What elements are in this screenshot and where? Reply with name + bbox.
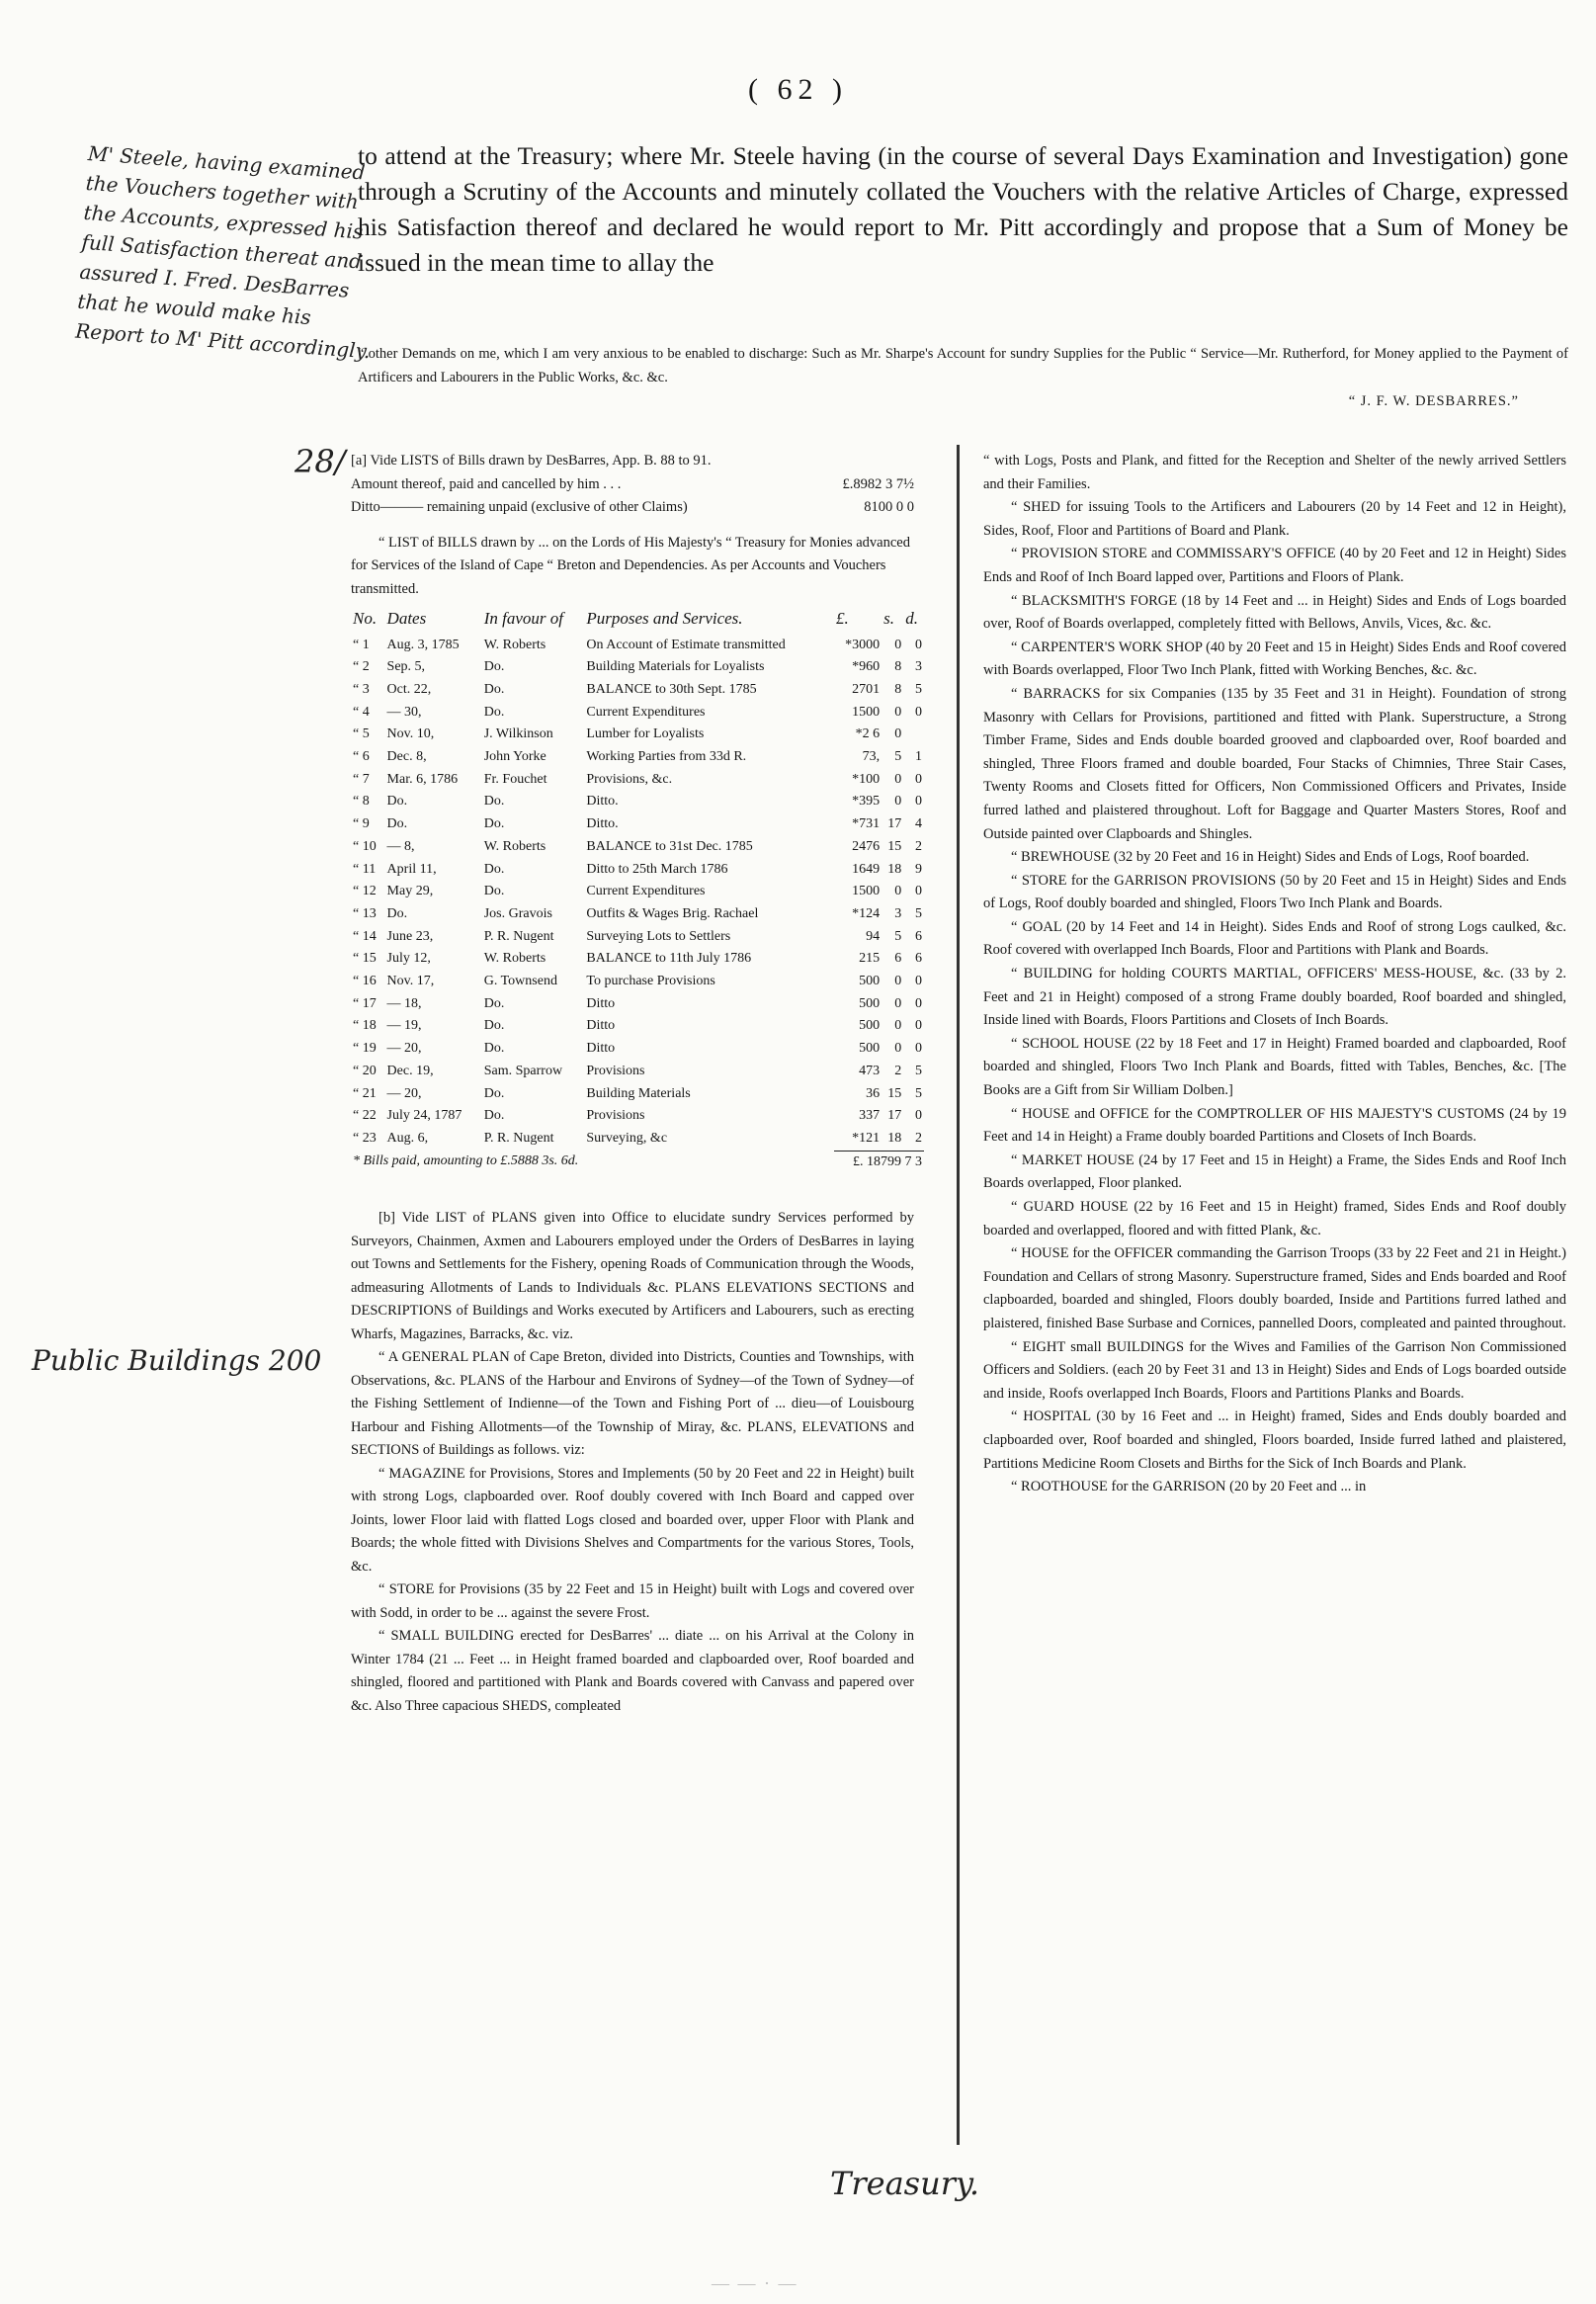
bill-date: Nov. 17, (386, 974, 435, 989)
bill-payee: W. Roberts (483, 951, 546, 967)
building-description: “ HOUSE and OFFICE for the COMPTROLLER OF HIS MAJESTY'S CUSTOMS (24 by 19 Feet and 14 in Height) a Frame doubly boarded Partitions and Closets of Inch Boards. (983, 1105, 1566, 1146)
bill-pence: 0 (915, 884, 922, 899)
bill-pounds: 473 (859, 1063, 881, 1078)
bill-payee: Do. (483, 861, 505, 877)
bill-date: — 20, (386, 1041, 422, 1057)
bill-date: April 11, (386, 861, 437, 877)
bill-pounds: 1649 (852, 861, 881, 877)
bill-row (351, 903, 924, 926)
bills-paid-footnote: * Bills paid, amounting to £.5888 3s. 6d. (353, 1153, 579, 1169)
bill-payee: J. Wilkinson (483, 726, 553, 742)
bill-date: Do. (386, 794, 408, 810)
bill-row (351, 746, 924, 769)
quote-continuation (358, 342, 1568, 413)
bill-pounds: 1500 (852, 884, 881, 899)
bill-pence: 5 (915, 905, 922, 921)
bill-row (351, 948, 924, 971)
bill-no: “ 8 (353, 794, 370, 810)
quote-text: “ other Demands on me, which I am very anxious to be enabled to discharge: Such as Mr. Sharpe's Account for sundry Supplies for the Public “ Service—Mr. Rutherford, for Money applied to the Payment of Artificers and Labourers in the Public Works, &c. &c. (358, 346, 1568, 385)
bill-payee: Do. (483, 1085, 505, 1101)
bill-payee: P. R. Nugent (483, 1130, 554, 1146)
bill-no: “ 14 (353, 928, 377, 944)
bill-payee: Do. (483, 681, 505, 697)
building-description: “ STORE for the GARRISON PROVISIONS (50 by 20 Feet and 15 in Height) Sides and Ends of Logs, Roof doubly boarded and shingled, Floors Two Inch Plank and Boards. (983, 872, 1566, 912)
bill-purpose: Current Expenditures (586, 884, 706, 899)
bill-purpose: Working Parties from 33d R. (586, 749, 747, 765)
bill-no: “ 3 (353, 681, 370, 697)
bill-purpose: BALANCE to 31st Dec. 1785 (586, 838, 753, 854)
intro-paragraph: to attend at the Treasury; where Mr. Steele having (in the course of several Days Examination and Investigation) gone through a Scrutiny of the Accounts and minutely collated the Vouchers with the relative Articles of Charge, expressed his Satisfaction thereof and declared he would report to Mr. Pitt accordingly and propose that a Sum of Money be issued in the mean time to allay the (358, 141, 1568, 277)
bill-no: “ 16 (353, 974, 377, 989)
building-description: “ PROVISION STORE and COMMISSARY'S OFFICE (40 by 20 Feet and 12 in Height) Sides Ends and Roof of Inch Board lapped over, Partitions and Floors of Plank. (983, 546, 1566, 585)
bill-no: “ 21 (353, 1085, 377, 1101)
bill-shillings: 3 (894, 905, 902, 921)
bill-date: June 23, (386, 928, 434, 944)
bill-pence: 1 (915, 749, 922, 765)
bill-no: “ 20 (353, 1063, 377, 1078)
bill-purpose: Current Expenditures (586, 704, 706, 720)
bill-pence: 0 (915, 771, 922, 787)
bill-purpose: BALANCE to 30th Sept. 1785 (586, 681, 757, 697)
bill-no: “ 18 (353, 1018, 377, 1034)
bill-pence: 2 (915, 838, 922, 854)
bill-date: Mar. 6, 1786 (386, 771, 459, 787)
bill-date: May 29, (386, 884, 434, 899)
bill-pence: 0 (915, 794, 922, 810)
bill-pounds: *3000 (845, 637, 881, 652)
bill-no: “ 2 (353, 659, 370, 675)
bill-pounds: 500 (859, 1018, 881, 1034)
header-pence: d. (905, 609, 919, 628)
bill-pence: 0 (915, 995, 922, 1011)
bill-pounds: *124 (852, 905, 881, 921)
bill-pounds: 500 (859, 1041, 881, 1057)
bill-row (351, 791, 924, 813)
bill-payee: Do. (483, 794, 505, 810)
header-purposes: Purposes and Services. (586, 609, 743, 628)
bill-no: “ 7 (353, 771, 370, 787)
bill-row (351, 1083, 924, 1106)
bill-date: Aug. 6, (386, 1130, 429, 1146)
bill-payee: Fr. Fouchet (483, 771, 547, 787)
bill-date: — 19, (386, 1018, 422, 1034)
bill-pounds: *395 (852, 794, 881, 810)
bill-shillings: 15 (887, 838, 902, 854)
bill-purpose: Lumber for Loyalists (586, 726, 705, 742)
bill-pence: 9 (915, 861, 922, 877)
bill-no: “ 1 (353, 637, 370, 652)
header-pounds: £. (835, 609, 849, 628)
bill-pounds: 1500 (852, 704, 881, 720)
building-description: “ MARKET HOUSE (24 by 17 Feet and 15 in Height) a Frame, the Sides Ends and Roof Inch Boards overlapped, Floor planked. (983, 1152, 1566, 1192)
bill-date: Aug. 3, 1785 (386, 637, 460, 652)
building-description: “ GUARD HOUSE (22 by 16 Feet and 15 in Height) framed, Sides Ends and Roof doubly boarded and overlapped, floored and with fitted Plank, &c. (983, 1199, 1566, 1238)
bill-row (351, 881, 924, 903)
bill-pounds: 36 (866, 1085, 881, 1101)
bill-payee: Do. (483, 659, 505, 675)
building-description: “ HOUSE for the OFFICER commanding the Garrison Troops (33 by 22 Feet and 21 in Height.) Foundation and Cellars of strong Masonry. Superstructure framed, Sides and Ends boarded and Roof clapboarded, boarded and shingled, Floors doubly boarded, Inside and Partitions furred lathed and plaistered, finished Base Surbase and Cornices, pannelled Doors, compleated and painted throughout. (983, 1245, 1566, 1331)
bill-pence: 3 (915, 659, 922, 675)
bill-date: — 8, (386, 838, 415, 854)
bill-row (351, 769, 924, 792)
bill-shillings: 0 (894, 1041, 902, 1057)
bill-row (351, 971, 924, 993)
bill-purpose: Ditto (586, 1041, 616, 1057)
bill-shillings: 2 (894, 1063, 902, 1078)
bill-shillings: 0 (894, 794, 902, 810)
building-description: “ CARPENTER'S WORK SHOP (40 by 20 Feet and 15 in Height) Sides Ends and Roof covered with Boards overlapped, Floor Two Inch Plank, fitted with Working Benches, &c. &c. (983, 639, 1566, 679)
bill-purpose: Provisions (586, 1063, 645, 1078)
header-in-favour-of: In favour of (483, 609, 564, 628)
note-a-amount-paid (351, 473, 914, 497)
bill-payee: Jos. Gravois (483, 905, 552, 921)
bill-pence: 0 (915, 637, 922, 652)
bill-payee: Do. (483, 816, 505, 832)
bill-row (351, 724, 924, 746)
bill-shillings: 8 (894, 659, 902, 675)
bill-pence: 0 (915, 1018, 922, 1034)
bill-payee: G. Townsend (483, 974, 557, 989)
bill-pence: 5 (915, 1063, 922, 1078)
bill-pence: 6 (915, 928, 922, 944)
bills-list-intro: “ LIST of BILLS drawn by ... on the Lords of His Majesty's “ Treasury for Monies advanced for Services of the Island of Cape “ Breton and Dependencies. As per Accounts and Vouchers transmitted. (351, 534, 910, 597)
bill-pounds: *960 (852, 659, 881, 675)
bill-purpose: Ditto to 25th March 1786 (586, 861, 728, 877)
bottom-faint-marks: — — · — (712, 2273, 798, 2293)
building-description: “ GOAL (20 by 14 Feet and 14 in Height). Sides Ends and Roof of strong Logs caulked, &c. Roof covered with overlapped Inch Boards, Floor and Partitions with Plank and Boards. (983, 918, 1566, 959)
bill-row (351, 859, 924, 882)
note-b-paragraph: “ MAGAZINE for Provisions, Stores and Implements (50 by 20 Feet and 22 in Height) built with strong Logs, clapboarded over. Roof doubly covered with Inch Board and capped over Joints, lower Floor laid with flatted Logs closed and boarded over, upper Floor with Plank and Boards; the whole fitted with Divisions Shelves and Compartments for the various Stores, Tools, &c. (351, 1465, 914, 1575)
bill-pounds: 500 (859, 974, 881, 989)
bill-payee: P. R. Nugent (483, 928, 554, 944)
bill-pounds: *121 (852, 1130, 881, 1146)
bill-pence: 4 (915, 816, 922, 832)
bill-pence: 0 (915, 1108, 922, 1124)
bill-purpose: Ditto. (586, 816, 619, 832)
bill-pounds: *2 6 (855, 726, 881, 742)
bill-no: “ 12 (353, 884, 377, 899)
margin-mark-b: Public Buildings 200 (32, 1344, 322, 1377)
building-description: “ EIGHT small BUILDINGS for the Wives and Families of the Garrison Non Commissioned Officers and Soldiers. (each 20 by Feet 31 and 13 in Height) Sides and Ends of Logs boarded outside and inside, Roofs overlapped Inch Boards, Floors and Partitions Planks and Boards. (983, 1338, 1566, 1402)
bill-payee: Do. (483, 704, 505, 720)
bill-shillings: 0 (894, 704, 902, 720)
bill-date: — 20, (386, 1085, 422, 1101)
amount-unpaid-label: Ditto——— remaining unpaid (exclusive of other Claims) (351, 499, 688, 515)
bill-no: “ 4 (353, 704, 370, 720)
bill-pence (903, 724, 924, 746)
bill-date: Sep. 5, (386, 659, 426, 675)
bill-shillings: 0 (894, 771, 902, 787)
bill-purpose: Ditto (586, 1018, 616, 1034)
bill-row (351, 1015, 924, 1038)
note-b-paragraph: “ STORE for Provisions (35 by 22 Feet and 15 in Height) built with Logs and covered over with Sodd, in order to be ... against the severe Frost. (351, 1581, 914, 1621)
bill-row (351, 702, 924, 725)
bill-shillings: 5 (894, 749, 902, 765)
bill-row (351, 1128, 924, 1151)
bill-payee: Do. (483, 1018, 505, 1034)
bill-no: “ 9 (353, 816, 370, 832)
bill-date: — 30, (386, 704, 422, 720)
bill-shillings: 6 (894, 951, 902, 967)
bill-payee: Do. (483, 884, 505, 899)
amount-unpaid-value: 8100 0 0 (864, 499, 914, 515)
bill-purpose: Surveying, &c (586, 1130, 668, 1146)
margin-mark-a: 28/ (294, 443, 346, 480)
bill-purpose: On Account of Estimate transmitted (586, 637, 786, 652)
page-number: ( 62 ) (748, 73, 848, 106)
bill-shillings: 15 (887, 1085, 902, 1101)
bill-row (351, 1105, 924, 1128)
bill-pence: 5 (915, 1085, 922, 1101)
bill-pounds: 73, (862, 749, 881, 765)
bill-payee: John Yorke (483, 749, 546, 765)
bill-pounds: 2476 (852, 838, 881, 854)
header-no: No. (353, 609, 378, 628)
bill-pounds: 215 (859, 951, 881, 967)
bill-pence: 2 (915, 1130, 922, 1146)
building-description: “ with Logs, Posts and Plank, and fitted for the Reception and Shelter of the newly arrived Settlers and their Families. (983, 453, 1566, 492)
bill-purpose: Ditto (586, 995, 616, 1011)
bill-pounds: *100 (852, 771, 881, 787)
bill-no: “ 17 (353, 995, 377, 1011)
building-description: “ HOSPITAL (30 by 16 Feet and ... in Height) framed, Sides and Ends doubly boarded and clapboarded over, Roof boarded and shingled, Floors boarded, Inside furred lathed and plaistered, Partitions Medicine Room Closets and Births for the Sick of Inch Boards and Plank. (983, 1408, 1566, 1472)
bill-row (351, 813, 924, 836)
bill-purpose: Building Materials for Loyalists (586, 659, 765, 675)
bill-row (351, 1038, 924, 1061)
note-b-intro: [b] Vide LIST of PLANS given into Office to elucidate sundry Services performed by Surveyors, Chainmen, Axmen and Labourers employed under the Orders of DesBarres in laying out Towns and Settlements for the Fishery, opening Roads of Communication through the Woods, admeasuring Allotments of Lands to Individuals &c. PLANS ELEVATIONS SECTIONS and DESCRIPTIONS of Buildings and Works executed by Artificers and Labourers, such as erecting Wharfs, Magazines, Barracks, &c. viz. (351, 1210, 914, 1342)
handwritten-margin-note: M' Steele, having examined the Vouchers together with the Accounts, expressed his full Satisfaction thereat and assured I. Fred. DesBarres that he would make his Report to M' Pitt accordingly. (74, 140, 372, 364)
building-description: “ ROOTHOUSE for the GARRISON (20 by 20 Feet and ... in (1011, 1479, 1367, 1495)
right-column (983, 450, 1566, 1499)
bill-purpose: Outfits & Wages Brig. Rachael (586, 905, 759, 921)
bill-pounds: *731 (852, 816, 881, 832)
building-description: “ BARRACKS for six Companies (135 by 35 Feet and 31 in Height). Foundation of strong Masonry with Cellars for Provisions, partitioned and fitted with Plank. Superstructure, a Strong Timber Frame, Sides and Ends double boarded grooved and clapboarded over, Roof boarded and shingled, Three Floors framed and double boarded, Four Stacks of Chimnies, Three Stair Cases, Twenty Rooms and Closets fitted for Officers, Non Commissioned Officers and Privates, Inside furred lathed and plaistered throughout. Loft for Baggage and Quarter Masters Stores, Roof and Outside painted over Clapboards and Shingles. (983, 685, 1566, 842)
bill-no: “ 13 (353, 905, 377, 921)
note-b (351, 1207, 914, 1718)
left-column (351, 450, 922, 1718)
bill-row (351, 926, 924, 949)
header-dates: Dates (386, 609, 427, 628)
amount-paid-label: Amount thereof, paid and cancelled by him . . . (351, 475, 622, 492)
bill-no: “ 5 (353, 726, 370, 742)
building-description: “ SCHOOL HOUSE (22 by 18 Feet and 17 in Height) Framed boarded and clapboarded, Roof boarded and shingled, Floors Two Inch Plank and Boards, fitted with Tables, Benches, &c. [The Books are a Gift from Sir William Dolben.] (983, 1035, 1566, 1099)
bill-payee: Do. (483, 1108, 505, 1124)
bill-date: — 18, (386, 995, 422, 1011)
bill-date: Oct. 22, (386, 681, 432, 697)
bill-row (351, 679, 924, 702)
bill-pence: 0 (915, 704, 922, 720)
bill-row (351, 993, 924, 1016)
bill-payee: W. Roberts (483, 838, 546, 854)
bill-payee: W. Roberts (483, 637, 546, 652)
bill-shillings: 0 (894, 974, 902, 989)
bill-shillings: 0 (894, 726, 902, 742)
bill-no: “ 19 (353, 1041, 377, 1057)
bill-row (351, 836, 924, 859)
bill-pounds: 94 (866, 928, 881, 944)
bill-no: “ 15 (353, 951, 377, 967)
bill-date: Dec. 19, (386, 1063, 434, 1078)
note-a-amount-unpaid (351, 496, 914, 520)
bills-table-header (351, 601, 924, 635)
footer-handwritten-word: Treasury. (830, 2165, 979, 2202)
amount-paid-value: £.8982 3 7½ (842, 475, 914, 492)
column-divider (957, 445, 960, 2145)
bill-shillings: 0 (894, 1018, 902, 1034)
bill-pence: 0 (915, 1041, 922, 1057)
note-b-paragraph: “ SMALL BUILDING erected for DesBarres' ... diate ... on his Arrival at the Colony in Winter 1784 (21 ... Feet ... in Height framed boarded and clapboarded over, Roof boarded and shingled, floored and partitioned with Plank and Boards covered with Canvass and papered over &c. Also Three capacious SHEDS, compleated (351, 1628, 914, 1714)
bill-date: Do. (386, 816, 408, 832)
bill-pounds: 337 (859, 1108, 881, 1124)
bill-no: “ 22 (353, 1108, 377, 1124)
building-description: “ SHED for issuing Tools to the Artificers and Labourers (20 by 14 Feet and 12 in Height), Sides, Roof, Floor and Partitions of Board and Plank. (983, 499, 1566, 539)
bill-date: Dec. 8, (386, 749, 427, 765)
bill-purpose: To purchase Provisions (586, 974, 715, 989)
bill-row (351, 656, 924, 679)
bill-shillings: 17 (887, 816, 902, 832)
building-description: “ BREWHOUSE (32 by 20 Feet and 16 in Height) Sides and Ends of Logs, Roof boarded. (1011, 849, 1530, 866)
bill-purpose: Building Materials (586, 1085, 691, 1101)
bill-pounds: 2701 (852, 681, 881, 697)
signature: “ J. F. W. DESBARRES.” (1348, 393, 1519, 409)
bills-total-row (351, 1151, 924, 1173)
bill-purpose: Provisions (586, 1108, 645, 1124)
bill-date: July 24, 1787 (386, 1108, 462, 1124)
bill-payee: Sam. Sparrow (483, 1063, 563, 1078)
building-description: “ BUILDING for holding COURTS MARTIAL, OFFICERS' MESS-HOUSE, &c. (33 by 2. Feet and 21 in Height) composed of a strong Frame doubly boarded, Roof boarded and shingled, Inside lined with Boards, Floors Partitions and Closets of Inch Boards. (983, 966, 1566, 1029)
bill-purpose: Ditto. (586, 794, 619, 810)
bill-no: “ 10 (353, 838, 377, 854)
bill-pence: 5 (915, 681, 922, 697)
bill-no: “ 11 (353, 861, 377, 877)
bill-row (351, 1061, 924, 1083)
note-b-paragraph: “ A GENERAL PLAN of Cape Breton, divided into Districts, Counties and Townships, with Observations, &c. PLANS of the Harbour and Environs of Sydney—of the Town of Sydney—of the Fishing Settlement of Indienne—of the Town and Fishing Port of ... dieu—of Louisbourg Harbour and Fishing Allotments—of the Township of Miray, &c. PLANS, ELEVATIONS and SECTIONS of Buildings as follows. viz: (351, 1349, 914, 1459)
bill-pounds: 500 (859, 995, 881, 1011)
bill-pence: 0 (915, 974, 922, 989)
bills-table (351, 601, 924, 1173)
bill-purpose: BALANCE to 11th July 1786 (586, 951, 752, 967)
note-a-line1: [a] Vide LISTS of Bills drawn by DesBarres, App. B. 88 to 91. (351, 453, 712, 469)
bill-shillings: 0 (894, 995, 902, 1011)
bill-row (351, 635, 924, 657)
bill-shillings: 0 (894, 884, 902, 899)
bill-date: July 12, (386, 951, 431, 967)
bill-purpose: Provisions, &c. (586, 771, 673, 787)
bill-shillings: 0 (894, 637, 902, 652)
bills-table-body (351, 635, 924, 1152)
bill-payee: Do. (483, 1041, 505, 1057)
bill-payee: Do. (483, 995, 505, 1011)
bill-no: “ 23 (353, 1130, 377, 1146)
bill-no: “ 6 (353, 749, 370, 765)
bill-shillings: 18 (887, 861, 902, 877)
bill-pence: 6 (915, 951, 922, 967)
header-shillings: s. (883, 609, 894, 628)
bill-shillings: 18 (887, 1130, 902, 1146)
bill-date: Do. (386, 905, 408, 921)
bill-date: Nov. 10, (386, 726, 435, 742)
building-description: “ BLACKSMITH'S FORGE (18 by 14 Feet and ... in Height) Sides and Ends of Logs boarded over, Roof of Boards overlapped, completely fitted with Bellows, Anvils, Vices, &c. &c. (983, 592, 1566, 633)
bill-shillings: 17 (887, 1108, 902, 1124)
bill-shillings: 5 (894, 928, 902, 944)
bill-purpose: Surveying Lots to Settlers (586, 928, 731, 944)
bill-shillings: 8 (894, 681, 902, 697)
bills-total: £. 18799 7 3 (834, 1151, 924, 1173)
